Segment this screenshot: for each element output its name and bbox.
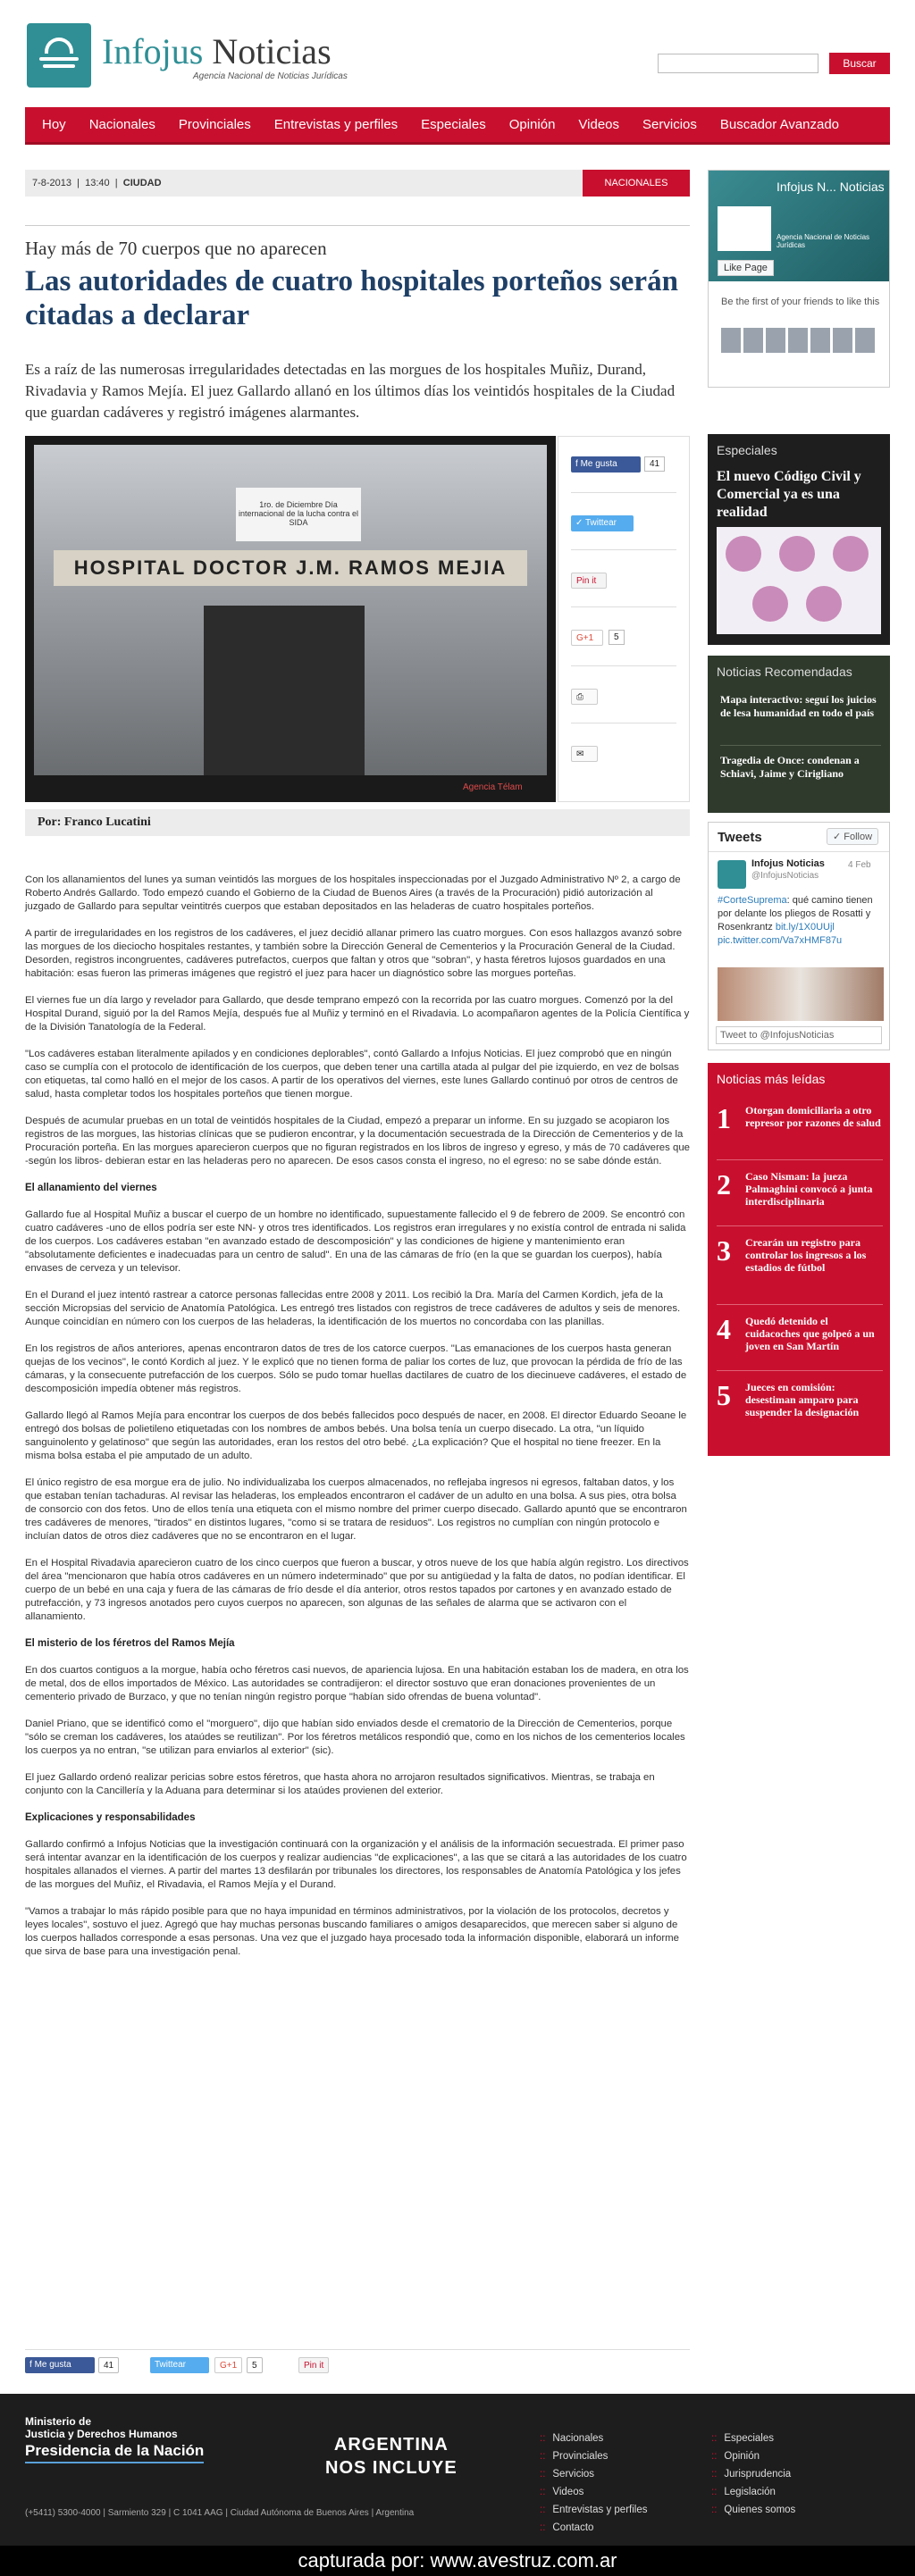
ministry-line-1: Ministerio de <box>25 2415 92 2428</box>
pinterest-button[interactable]: Pin it <box>571 573 607 589</box>
argentina-line-1: ARGENTINA <box>333 2435 449 2455</box>
article-headline: Las autoridades de cuatro hospitales porteños serán citadas a declarar <box>25 265 678 331</box>
divider <box>720 745 881 746</box>
search-input[interactable] <box>658 54 818 73</box>
article-lead: Es a raíz de las numerosas irregularidades detectadas en las morgues de los hospitales Muñiz, Durand, Rivadavia y Ramos Mejía. El juez Gallardo allanó en los últimos días los veintidós hospitales de la Ciudad que guardan cadáveres y registró imágenes alarmantes. <box>25 361 676 421</box>
ministry-line-3: Presidencia de la Nación <box>25 2442 204 2463</box>
recommended-news <box>708 656 890 813</box>
footer-link[interactable]: :: Jurisprudencia <box>711 2465 795 2483</box>
divider <box>717 1370 883 1371</box>
fb-like-label: Me gusta <box>34 2360 71 2370</box>
nav-item-buscador[interactable]: Buscador Avanzado <box>719 117 840 132</box>
fb-like-count-bottom: 41 <box>98 2357 119 2373</box>
most-read-number: 5 <box>717 1379 731 1411</box>
nav-item-nacionales[interactable]: Nacionales <box>88 117 155 132</box>
most-read-number: 4 <box>717 1313 731 1345</box>
paragraph: Gallardo confirmó a Infojus Noticias que la investigación continuará con la organización y el análisis de la información secuestrada. El primer paso será intentar avanzar en la identificación de los cuerpos y realizar audiencias "de explicaciones", a las que se citará a las autoridades de los cuatro hospitales allanados el viernes. A partir del martes 13 desfilarán por tribunales los directores, los responsables de Anatomía Patológica y los jefes de las morgues del Muñiz, el Rivadavia, el Ramos Mejía y el Durand. <box>25 1839 687 1890</box>
google-plus-button-bottom[interactable]: G+1 <box>214 2357 242 2373</box>
paragraph: Daniel Priano, que se identificó como el "morguero", dijo que habían sido enviados desde el crematorio de la Dirección de Cementerios, porque "sólo se creman los cadáveres, los ataúdes se reutilizan". Por los féretros metálicos respondió que, como en los nichos de los cementerios locales los cuerpos ya no entran, "se utilizan para enviarlos al exterior" (sic). <box>25 1719 685 1756</box>
tweets-title: Tweets <box>718 830 762 845</box>
fb-friends-text: Be the first of your friends to like this <box>721 297 880 307</box>
most-read-number: 3 <box>717 1234 731 1267</box>
tweet-button[interactable]: ✓ Twittear <box>571 515 634 531</box>
subheading: El misterio de los féretros del Ramos Mejía <box>25 1638 235 1649</box>
photo-hospital-sign: HOSPITAL DOCTOR J.M. RAMOS MEJIA <box>54 550 527 586</box>
footer-link[interactable]: :: Especiales <box>711 2430 795 2447</box>
tweet-button-bottom[interactable]: Twittear <box>150 2357 209 2373</box>
photo-credit: Agencia Télam <box>463 782 523 792</box>
avatar[interactable] <box>833 328 852 353</box>
nav-item-servicios[interactable]: Servicios <box>642 117 697 132</box>
tweet-author-name[interactable]: Infojus Noticias <box>751 858 825 869</box>
capture-watermark: capturada por: www.avestruz.com.ar <box>0 2546 915 2576</box>
divider <box>717 1304 883 1305</box>
nav-item-videos[interactable]: Videos <box>578 117 620 132</box>
most-read-headline[interactable]: Crearán un registro para controlar los ingresos a los estadios de fútbol <box>745 1236 867 1274</box>
most-read-title: Noticias más leídas <box>717 1072 826 1086</box>
avatar[interactable] <box>788 328 808 353</box>
argentina-logo[interactable] <box>325 2433 458 2480</box>
divider <box>717 1225 883 1226</box>
recommended-item[interactable]: Tragedia de Once: condenan a Schiavi, Jaime y Cirigliano <box>720 754 860 780</box>
article-author: Por: Franco Lucatini <box>25 809 690 836</box>
nav-item-opinion[interactable]: Opinión <box>508 117 556 132</box>
footer-link[interactable]: :: Entrevistas y perfiles <box>540 2501 648 2519</box>
avatar[interactable] <box>721 328 741 353</box>
avatar[interactable] <box>743 328 763 353</box>
gplus-count-bottom: 5 <box>247 2357 263 2373</box>
nav-item-provinciales[interactable]: Provinciales <box>178 117 251 132</box>
avatar[interactable] <box>766 328 785 353</box>
fb-page-name[interactable]: Infojus N... Noticias <box>776 180 885 194</box>
site-logo-text[interactable] <box>102 30 332 72</box>
nav-item-especiales[interactable]: Especiales <box>421 117 486 132</box>
footer-link[interactable]: :: Quienes somos <box>711 2501 795 2519</box>
footer-link[interactable]: :: Servicios <box>540 2465 648 2483</box>
divider <box>709 851 889 852</box>
nav-item-entrevistas[interactable]: Entrevistas y perfiles <box>273 117 399 132</box>
article-time: 13:40 <box>85 178 110 188</box>
photo-banner: 1ro. de Diciembre Día internacional de la lucha contra el SIDA <box>236 488 361 541</box>
tweet-label: Twittear <box>584 518 617 528</box>
divider <box>571 606 676 607</box>
most-read-number: 2 <box>717 1168 731 1200</box>
ministry-line-2: Justicia y Derechos Humanos <box>25 2428 178 2440</box>
most-read-box <box>708 1063 890 1456</box>
footer-links-col-1 <box>540 2430 648 2537</box>
footer-link[interactable]: :: Opinión <box>711 2447 795 2465</box>
article-photo <box>25 436 556 802</box>
especiales-image[interactable] <box>717 527 881 634</box>
tweet-text <box>718 894 884 948</box>
paragraph: "Vamos a trabajar lo más rápido posible para que no haya impunidad en términos administrativos, por la violación de los protocolos, decretos y leyes locales", sostuvo el juez. Agregó que hay muchas personas buscando familiares o amigos desaparecidos, que merecen saber si alguno de los cuerpos hallados corresponde a esas personas. Una vez que el juzgado haya procesado toda la información disponible, elaborará un informe que sirva de base para una investigación penal. <box>25 1906 679 1957</box>
avatar[interactable] <box>855 328 875 353</box>
tweet-compose-input[interactable]: Tweet to @InfojusNoticias <box>716 1026 882 1044</box>
nav-item-hoy[interactable]: Hoy <box>42 117 66 132</box>
paragraph: En los registros de años anteriores, apenas encontraron datos de tres de los catorce cuerpos. "Las emanaciones de los cuerpos hasta generan quejas de los vecinos", le contó Kordich al juez. Y le explicó que no tienen forma de paliar los cortes de luz, que provocan la pérdida de frío de las cámaras, y la consecuente putrefacción de los cuerpos. Sólo se pudo tomar huellas dactilares de cuatro de los diecinueve cadáveres, el estado de descomposición impedía obtener más registros. <box>25 1343 687 1394</box>
fb-page-tagline: Agencia Nacional de Noticias Jurídicas <box>776 233 870 249</box>
most-read-headline[interactable]: Jueces en comisión: desestiman amparo para suspender la designación <box>745 1381 860 1418</box>
especiales-box[interactable] <box>708 434 890 645</box>
most-read-headline[interactable]: Otorgan domiciliaria a otro represor por razones de salud <box>745 1104 881 1129</box>
footer-contact: (+5411) 5300-4000 | Sarmiento 329 | C 1041 AAG | Ciudad Autónoma de Buenos Aires | Argentina <box>25 2508 415 2518</box>
subheading: Explicaciones y responsabilidades <box>25 1812 196 1823</box>
article-kicker: Hay más de 70 cuerpos que no aparecen <box>25 238 327 259</box>
tweet-body: : qué camino tienen por delante los pliegos de Rosatti y Rosenkrantz <box>718 895 873 933</box>
paragraph: Gallardo fue al Hospital Muñiz a buscar el cuerpo de un hombre no identificado, supuestamente fallecido el 9 de febrero de 2009. Se encontró con cuatro cadáveres -uno de ellos podría ser este NN- y otros tres identificados. Los registros eran irregulares y no existía control de entrada ni salida de los cuerpos. Los cadáveres estaban "en avanzado estado de descomposición" y las condiciones de higiene y mantenimiento eran "absolutamente deficientes e inadecuadas para un centro de salud". En una de las cámaras de frío (en la que se guardan los cuerpos), había envases de cerveza y un televisor. <box>25 1209 686 1274</box>
most-read-number: 1 <box>717 1102 731 1134</box>
footer-links-col-2 <box>711 2430 795 2519</box>
divider <box>25 225 690 226</box>
paragraph: En el Durand el juez intentó rastrear a catorce personas fallecidas entre 2008 y 2011. Los recibió la Dra. María del Carmen Kordich, jefa de la sección Micropsias del servicio de Anatomía Patológica. Les entregó tres listados con registros de trece cadáveres de adultos y seis de menores. Aunque coincidían en número con los cuerpos de las heladeras, la identificación de los muertos no concordaba con las planillas. <box>25 1290 681 1327</box>
tweet-link[interactable]: bit.ly/1X0UUjl pic.twitter.com/Va7xHMF87u <box>718 922 843 946</box>
share-panel <box>558 436 690 802</box>
category-tab[interactable]: NACIONALES <box>583 170 690 197</box>
paragraph: El único registro de esa morgue era de julio. No individualizaba los cuerpos almacenados, no reflejaba ingresos ni egresos, faltaban datos, y los que estaban tenían tachaduras. Al revisar las heladeras, los empleados encontraron el cadáver de un adulto en una bolsa. A sus pies, otra bolsa de consorcio con dos fetos. Uno de ellos tenía una etiqueta con el mismo nombre del primer cuerpo disecado. Gallardo apuntó que se encontraron tres cadáveres de menores, "tirados" en distintos lugares, "como si se tratara de residuos". Los registros no cumplían con ningún protocolo e incluían datos de otros diez cadáveres que no se encontraron en el lugar. <box>25 1477 687 1542</box>
twitter-widget <box>708 822 890 1050</box>
fb-like-label: Me gusta <box>580 459 617 469</box>
google-plus-button[interactable]: G+1 <box>571 630 603 646</box>
divider <box>571 549 676 550</box>
article-date: 7-8-2013 <box>32 178 72 188</box>
search-button[interactable]: Buscar <box>829 53 890 74</box>
divider <box>571 492 676 493</box>
paragraph: En el Hospital Rivadavia aparecieron cuatro de los cinco cuerpos que fueron a buscar, y otros nueve de los que había algún registro. Los directivos del área "mencionaron que había otros cadáveres en un número indeterminado" que por su antigüedad y la falta de datos, no podían identificar. El cuerpo de un bebé en una caja y fuera de las cámaras de frío desde el día anterior, otros restos tapados por cartones y en avanzado estado de putrefacción, y 73 ingresos anotados pero cuyos cuerpos no aparecen, son algunas de las señales de alarma que se activaron con el allanamiento. <box>25 1558 689 1622</box>
most-read-headline[interactable]: Caso Nisman: la jueza Palmaghini convocó a junta interdisciplinaria <box>745 1170 873 1208</box>
facebook-like-button[interactable]: f Me gusta <box>571 456 641 473</box>
argentina-line-2: NOS INCLUYE <box>325 2458 458 2478</box>
article-body <box>25 874 690 1972</box>
paragraph: El juez Gallardo ordenó realizar pericias sobre estos féretros, que hasta ahora no arrojaron resultados significativos. Mientras, se trabaja en conjunto con la Cancillería y la Aduana para determinar si los ataúdes provienen del exterior. <box>25 1772 655 1796</box>
ministry-logo[interactable] <box>25 2415 204 2463</box>
pinterest-button-bottom[interactable]: Pin it <box>298 2357 329 2373</box>
article-meta: 7-8-2013 | 13:40 | CIUDAD <box>25 170 690 197</box>
footer-link[interactable]: :: Contacto <box>540 2519 648 2537</box>
tweet-date[interactable]: 4 Feb <box>848 860 871 870</box>
article-section[interactable]: CIUDAD <box>122 178 162 188</box>
paragraph: En dos cuartos contiguos a la morgue, había ocho féretros casi nuevos, de apariencia lujosa. En una habitación estaban los de madera, en otra los de metal, dos de ellos importados de México. Las autoridades se contradijeron: el director sostuvo que eran donaciones provenientes de un cementerio privado de Burzaco, y que no tenían ningún registro porque "habían sido ofrendas de buena voluntad". <box>25 1665 689 1702</box>
fb-faces <box>721 328 882 355</box>
avatar[interactable] <box>810 328 830 353</box>
paragraph: Gallardo llegó al Ramos Mejía para encontrar los cuerpos de dos bebés fallecidos poco después de nacer, en 2008. El director Eduardo Seoane le entregó dos bolsas de polietileno etiquetadas con los nombres de ambos bebés. Una bolsa tenía un cuerpo disecado. La otra, "un líquido sanguinolento y gelatinoso" que según las autoridades, eran los restos del otro bebé. ¿La explicación? Que el hospital no tiene freezer. En la misma bolsa estaba el pie amputado de un adulto. <box>25 1410 687 1461</box>
photo-entrance <box>204 606 365 775</box>
footer-link[interactable]: :: Nacionales <box>540 2430 648 2447</box>
fb-like-page-button[interactable]: Like Page <box>718 260 774 276</box>
paragraph: "Los cadáveres estaban literalmente apilados y en condiciones deplorables", contó Gallardo a Infojus Noticias. El juez comprobó que en ningún caso se cumplía con el protocolo de identificación de los cuerpos, que deben tener una cartilla atada al pulgar del pie izquierdo, en vez de bolsas con etiquetas, tal como halló en el mejor de los casos. A partir de los operativos del viernes, este lunes Gallardo continuó por otros de centros de salud, hasta completar todos los hospitales porteños que tienen morgue. <box>25 1049 679 1100</box>
fb-page-logo[interactable] <box>718 206 771 251</box>
footer-link[interactable]: :: Legislación <box>711 2483 795 2501</box>
especiales-headline[interactable]: El nuevo Código Civil y Comercial ya es una realidad <box>717 469 861 520</box>
paragraph: A partir de irregularidades en los registros de los cadáveres, el juez decidió allanar primero las cuatro morgues. Con esos hallazgos avanzó sobre las morgues de los dieciocho hospitales restantes, y también sobre la Dirección General de Cementerios y la Procuración General de la Ciudad. Desorden, registros incongruentes, cadáveres putrefactos, cuerpos que faltan y otros que "sobran", y hasta féretros lujosos guardados en una habitación: esas fueron las primeras imágenes que registró el juez para hacer un diagnóstico sobre las morgues porteñas. <box>25 928 683 979</box>
bottom-share-bar <box>25 2349 690 2374</box>
fb-like-count: 41 <box>644 456 665 472</box>
logo-icon[interactable] <box>27 23 91 88</box>
brand-part-a: Infojus <box>102 31 204 71</box>
footer-link[interactable]: :: Videos <box>540 2483 648 2501</box>
paragraph: Después de acumular pruebas en un total de veintidós hospitales de la Ciudad, empezó a preparar un informe. En su juzgado se acopiaron los registros de las morgues, las historias clínicas que se pudieron encontrar, y la documentación secuestrada de la Dirección de Cementerios y de la Procuración porteña. En las morgues aparecieron cuerpos que no figuran registrados en los libros de ingreso y egreso, y más de 70 cadáveres que -según los libros- debieran estar en las heladeras pero no aparecen. De esos casos consta el ingreso, no el egreso: no se sabe dónde están. <box>25 1116 690 1167</box>
tweet-hashtag-link[interactable]: #CorteSuprema <box>718 895 787 906</box>
print-icon[interactable]: ⎙ <box>571 689 598 705</box>
footer-link[interactable]: :: Provinciales <box>540 2447 648 2465</box>
recommended-title: Noticias Recomendadas <box>717 665 852 679</box>
fb-cover-image <box>709 171 889 281</box>
recommended-item[interactable]: Mapa interactivo: seguí los juicios de lesa humanidad en todo el país <box>720 693 877 719</box>
subheading: El allanamiento del viernes <box>25 1183 157 1193</box>
gplus-count: 5 <box>609 630 625 645</box>
paragraph: Con los allanamientos del lunes ya suman veintidós las morgues de los hospitales inspeccionadas por el Juzgado Administrativo Nº 2, a cargo de Roberto Andrés Gallardo. Todo empezó cuando el Gobierno de la Ciudad de Buenos Aires (a través de la Procuración) pidió autorización al juzgado de Gallardo para sepultar veintitrés cuerpos que estaban depositados en las heladeras de cuatro hospitales porteños. <box>25 874 681 912</box>
facebook-like-button-bottom[interactable]: f Me gusta <box>25 2357 95 2373</box>
email-icon[interactable]: ✉ <box>571 746 598 762</box>
divider <box>717 1159 883 1160</box>
divider <box>571 665 676 666</box>
especiales-title: Especiales <box>717 443 777 457</box>
tweet-author-handle[interactable]: @InfojusNoticias <box>751 871 819 881</box>
avatar[interactable] <box>718 860 746 889</box>
main-nav <box>25 107 890 145</box>
most-read-headline[interactable]: Quedó detenido el cuidacoches que golpeó a un joven en San Martín <box>745 1315 875 1352</box>
brand-part-b: Noticias <box>212 31 332 71</box>
follow-label: Follow <box>844 832 873 842</box>
facebook-page-widget <box>708 170 890 388</box>
twitter-follow-button[interactable]: ✓ Follow <box>827 828 878 845</box>
paragraph: El viernes fue un día largo y revelador para Gallardo, que desde temprano empezó con la recorrida por las cuatro morgues. Comenzó por la del Hospital Durand, siguió por la del Ramos Mejía, después fue al Muñiz y terminó en el Rivadavia. Lo acompañaron agentes de la Policía Científica y de la División Tanatología de la Federal. <box>25 995 690 1033</box>
site-footer <box>0 2394 915 2546</box>
tweet-image[interactable] <box>718 967 884 1021</box>
site-tagline: Agencia Nacional de Noticias Jurídicas <box>193 71 348 81</box>
